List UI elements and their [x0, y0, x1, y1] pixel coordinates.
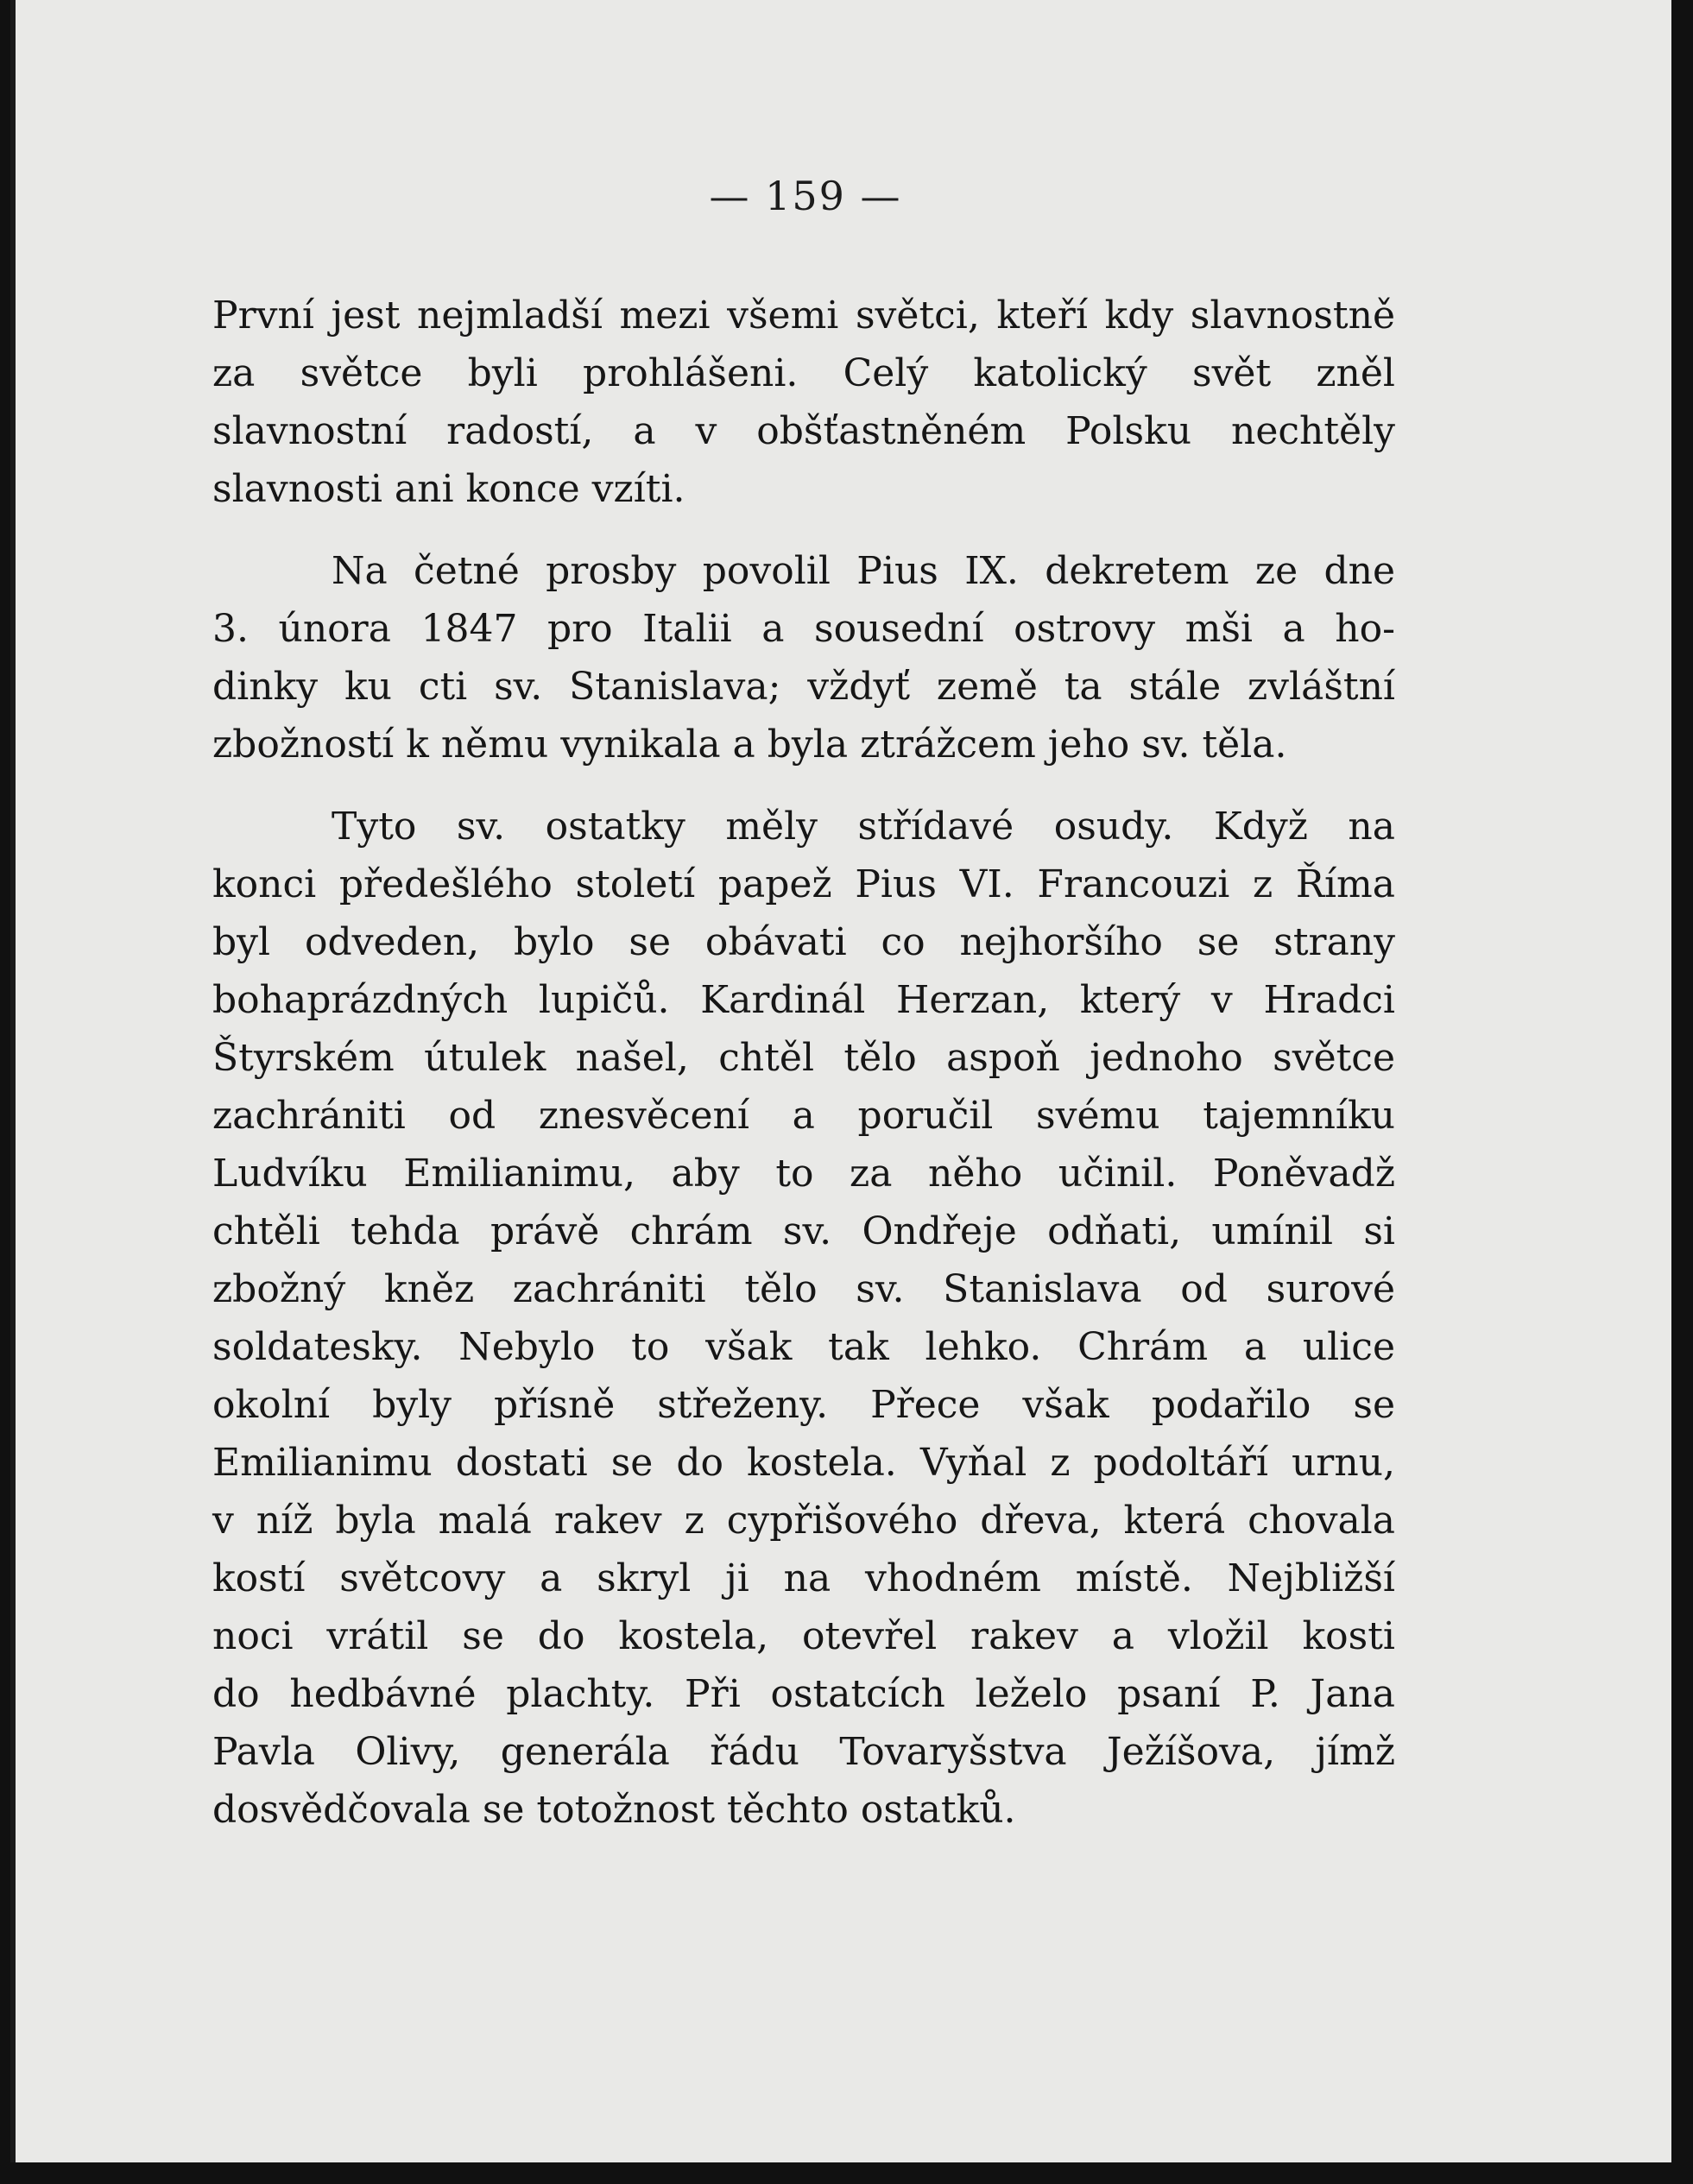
page-number: — 159 — [709, 173, 902, 219]
paragraph-1 [212, 287, 1395, 518]
text-line: okolní byly přísně střeženy. Přece však podařilo se [212, 1383, 1395, 1427]
paragraph-2 [212, 542, 1395, 773]
text-line: zbožností k němu vynikala a byla ztrážcem jeho sv. těla. [212, 723, 1287, 767]
paragraph-3 [212, 798, 1395, 1839]
text-line: zachrániti od znesvěcení a poručil svému tajemníku [212, 1094, 1395, 1138]
text-line: slavnostní radostí, a v obšťastněném Polsku nechtěly [212, 409, 1395, 453]
text-line: do hedbávné plachty. Při ostatcích leželo psaní P. Jana [212, 1672, 1395, 1716]
text-line: chtěli tehda právě chrám sv. Ondřeje odňati, umínil si [212, 1209, 1395, 1253]
text-line: noci vrátil se do kostela, otevřel rakev a vložil kosti [212, 1614, 1395, 1658]
text-line: byl odveden, bylo se obávati co nejhoršího se strany [212, 920, 1395, 964]
text-line: kostí světcovy a skryl ji na vhodném místě. Nejbližší [212, 1556, 1395, 1600]
text-line: dinky ku cti sv. Stanislava; vždyť země ta stále zvláštní [212, 665, 1395, 709]
text-line: soldatesky. Nebylo to však tak lehko. Chrám a ulice [212, 1325, 1395, 1369]
text-line: v níž byla malá rakev z cypřišového dřeva, která chovala [212, 1499, 1395, 1543]
text-line: Emilianimu dostati se do kostela. Vyňal z podoltáří urnu, [212, 1441, 1395, 1485]
text-line: konci předešlého století papež Pius VI. Francouzi z Říma [212, 862, 1395, 906]
text-line: Na četné prosby povolil Pius IX. dekretem ze dne [332, 549, 1395, 593]
text-line: za světce byli prohlášeni. Celý katolický svět zněl [212, 351, 1395, 395]
text-line: slavnosti ani konce vzíti. [212, 467, 685, 511]
book-page [10, 0, 1671, 2162]
text-line: bohaprázdných lupičů. Kardinál Herzan, který v Hradci [212, 978, 1395, 1022]
text-line: dosvědčovala se totožnost těchto ostatků. [212, 1788, 1016, 1832]
text-line: Pavla Olivy, generála řádu Tovaryšstva Ježíšova, jímž [212, 1730, 1395, 1774]
text-line: zbožný kněz zachrániti tělo sv. Stanislava od surové [212, 1267, 1395, 1311]
text-line: Ludvíku Emilianimu, aby to za něho učinil. Poněvadž [212, 1152, 1395, 1196]
body-text [212, 287, 1395, 1863]
text-line: První jest nejmladší mezi všemi světci, kteří kdy slavnostně [212, 294, 1395, 338]
text-line: Tyto sv. ostatky měly střídavé osudy. Když na [332, 805, 1395, 849]
text-line: Štyrském útulek našel, chtěl tělo aspoň jednoho světce [212, 1036, 1395, 1080]
text-line: 3. února 1847 pro Italii a sousední ostrovy mši a ho- [212, 607, 1395, 651]
